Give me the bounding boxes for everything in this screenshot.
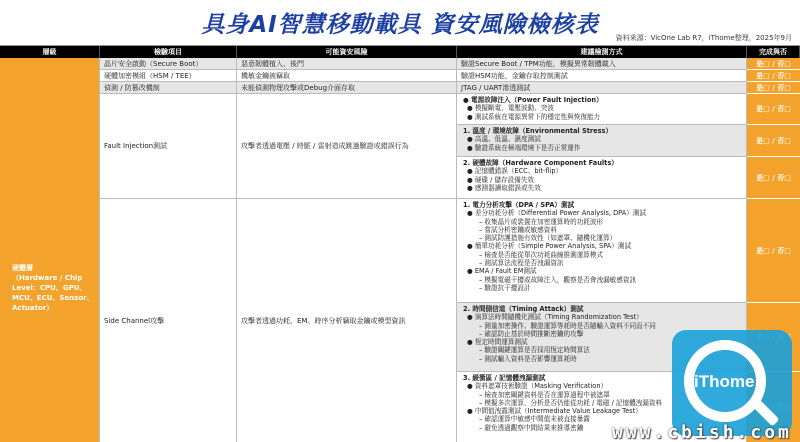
header-status: 完成與否	[747, 46, 800, 58]
row-4-risk: 攻擊者透過電壓 / 時脈 / 雷射造成跳過驗證或錯誤行為	[237, 94, 457, 199]
row-5-risk: 攻擊者透過功耗、EM、時序分析竊取金鑰或模型資訊	[237, 199, 457, 442]
row-1-method: 驗證Secure Boot / TPM功能，模擬異常韌體載入	[457, 58, 747, 70]
method-line: ● 電源故障注入（Power Fault Injection）	[463, 96, 603, 104]
method-line: ● 演算法時間隨機化測試（Timing Randomization Test）	[467, 313, 643, 322]
method-line: ● 簡單功耗分析（Simple Power Analysis, SPA）測試	[467, 242, 632, 251]
layer-label: 硬體層 （Hardware / Chip Level：CPU、GPU、MCU、ECU、Sensor、Actuator）	[12, 264, 94, 312]
row-3-method: JTAG / UART滲透測試	[457, 82, 747, 94]
method-line: 1. 溫度 / 環境故障（Environmental Stress）	[463, 127, 613, 135]
method-line: – 嘗試分析密鑰或敏感資料	[479, 225, 557, 234]
row-3-risk: 未能偵測物理攻擊或Debug介面存取	[237, 82, 457, 94]
ithome-logo-text: iThome	[694, 372, 755, 391]
method-line: – 檢查加密關鍵資料是否在運算過程中被遮罩	[479, 390, 610, 399]
row-4-status-1[interactable]: 是□ / 否□	[747, 94, 800, 125]
method-line: ● 差分功耗分析（Differential Power Analysis, DPA）測試	[467, 209, 647, 218]
row-2-method: 驗證HSM功能，金鑰存取控制測試	[457, 70, 747, 82]
method-line: – 模擬多次運算，分析是否仍能從功耗 / 電磁 / 記憶體洩漏資料	[479, 398, 663, 407]
row-4-method-block-2	[457, 125, 747, 157]
method-line: 1. 電力分析攻擊（DPA / SPA）測試	[463, 201, 575, 209]
method-line: ● EMA / Fault EM測試	[467, 267, 537, 276]
method-line: – 收集晶片或裝置在加密運算時的功耗波形	[479, 217, 604, 226]
method-line: ● 感測器讀取錯誤或失效	[467, 183, 541, 192]
method-line: – 測試輸入資料是否影響運算耗時	[479, 354, 577, 363]
method-line: – 確認防止基於時間推斷密鑰的攻擊	[479, 329, 584, 338]
method-line: 2. 硬體故障（Hardware Component Faults）	[463, 159, 618, 167]
row-4-method-block-1	[457, 94, 747, 125]
row-1-risk: 惡意韌體植入、後門	[237, 58, 457, 70]
row-1-item: 晶片安全啟動（Secure Boot）	[100, 58, 237, 70]
method-line: – 檢查是否能從單次功耗曲線推測運算模式	[479, 250, 604, 259]
row-1-status[interactable]: 是□ / 否□	[747, 58, 800, 70]
method-line: ● 驗證系統在極端環境下是否正常運作	[467, 143, 581, 152]
row-2-item: 硬體加密模組（HSM / TEE）	[100, 70, 237, 82]
watermark-site: www.cbish.com	[612, 422, 792, 442]
method-line: ● 測試系統在電源異常下的穩定性與恢復能力	[467, 112, 601, 121]
method-line: ● 高溫、低溫、濕度測試	[467, 135, 541, 144]
header-item: 檢驗項目	[100, 46, 237, 58]
header-method: 建議檢測方式	[457, 46, 747, 58]
row-2-risk: 機敏金鑰被竊取	[237, 70, 457, 82]
method-line: – 測試算法流程是否洩漏資訊	[479, 259, 564, 268]
method-line: – 避免透過觀察中間結果來推導密鑰	[479, 423, 584, 432]
row-3-status[interactable]: 是□ / 否□	[747, 82, 800, 94]
row-5-status-1[interactable]: 是□ / 否□	[747, 199, 800, 303]
row-2-status[interactable]: 是□ / 否□	[747, 70, 800, 82]
method-line: – 測試防護措施有效性（如遮罩、隨機化運算）	[479, 234, 617, 243]
header-layer: 層級	[0, 46, 100, 58]
method-line: ● 中間值洩露測試（Intermediate Value Leakage Test）	[467, 407, 642, 416]
method-line: – 模擬電磁干擾或故障注入，觀察是否會洩漏敏感資訊	[479, 275, 637, 284]
method-line: ● 模擬斷電、電壓波動、突波	[467, 104, 554, 113]
method-line: – 驗證抗干擾設計	[479, 283, 531, 292]
layer-cell	[0, 58, 100, 442]
method-line: – 確認運算中敏感中間值未被直接暴露	[479, 415, 590, 424]
method-line: 3. 緩衝區 / 記憶體洩漏測試	[463, 374, 546, 382]
row-3-item: 偵測 / 防篡改機制	[100, 82, 237, 94]
row-4-method-block-3	[457, 157, 747, 199]
page-title: 具身AI智慧移動載具 資安風險檢核表	[201, 12, 599, 38]
row-4-status-2[interactable]: 是□ / 否□	[747, 125, 800, 157]
method-line: – 驗證關鍵運算是否採用恆定時間算法	[479, 346, 590, 355]
row-5-item: Side Channel攻擊	[100, 199, 237, 442]
method-line: ● 硬碟 / 儲存設備失效	[467, 175, 535, 184]
method-line: ● 資料遮罩技術驗證（Masking Verification）	[467, 382, 608, 391]
method-line: 2. 時間側信道（Timing Attack）測試	[463, 305, 584, 313]
header-risk: 可能資安風險	[237, 46, 457, 58]
row-4-status-3[interactable]: 是□ / 否□	[747, 157, 800, 199]
method-line: ● 恆定時間運算測試	[467, 338, 528, 347]
source-note: 資料來源：VicOne Lab R7，iThome整理，2025年9月	[615, 34, 792, 42]
row-4-item: Fault Injection測試	[100, 94, 237, 199]
method-line: ● 記憶體錯誤（ECC、bit-flip）	[467, 167, 563, 176]
method-line: – 測量加密操作、驗證運算等耗時是否隨輸入資料不同而不同	[479, 321, 656, 330]
row-5-method-block-1	[457, 199, 747, 303]
